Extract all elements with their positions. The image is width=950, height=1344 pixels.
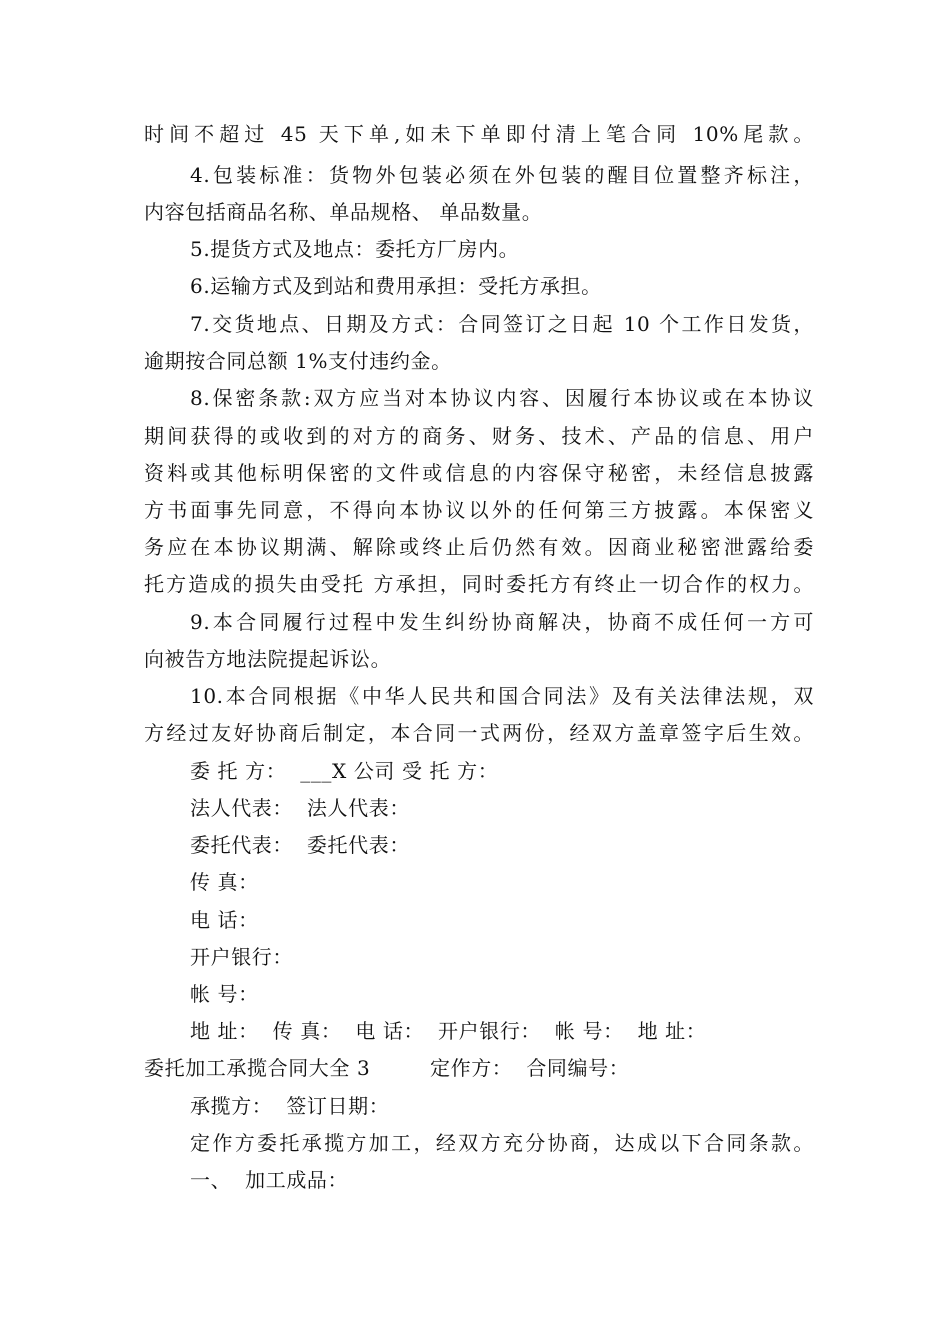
- signature-entrusting-party: 委 托 方： ___X 公司 受 托 方：: [190, 759, 499, 783]
- paragraph-line: 内容包括商品名称、单品规格、 单品数量。: [144, 200, 543, 224]
- paragraph-line: 逾期按合同总额 1%支付违约金。: [144, 349, 452, 373]
- clause-8-line: 8.保密条款:双方应当对本协议内容、因履行本协议或在本协议: [190, 386, 814, 410]
- paragraph-line: 方经过友好协商后制定，本合同一式两份，经双方盖章签字后生效。: [144, 721, 814, 745]
- clause-6-line: 6.运输方式及到站和费用承担：受托方承担。: [190, 274, 602, 298]
- section-heading: 一、 加工成品：: [190, 1168, 349, 1192]
- paragraph-line: 资料或其他标明保密的文件或信息的内容保守秘密，未经信息披露: [144, 461, 814, 485]
- clause-4-line: 4.包装标准：货物外包装必须在外包装的醒目位置整齐标注，: [190, 163, 814, 187]
- contract-header-line: 定作方： 合同编号：: [430, 1056, 630, 1080]
- signature-fax: 传 真：: [190, 870, 259, 894]
- clause-9-line: 9.本合同履行过程中发生纠纷协商解决，协商不成任何一方可: [190, 610, 814, 634]
- signature-bank: 开户银行：: [190, 945, 293, 969]
- signature-legal-rep: 法人代表： 法人代表：: [190, 796, 410, 820]
- clause-10-line: 10.本合同根据《中华人民共和国合同法》及有关法律法规，双: [190, 684, 814, 708]
- signature-account: 帐 号：: [190, 982, 259, 1006]
- section-heading: 委托加工承揽合同大全 3: [144, 1056, 371, 1080]
- paragraph-line: 定作方委托承揽方加工，经双方充分协商，达成以下合同条款。: [190, 1131, 814, 1155]
- contract-header-line: 承揽方： 签订日期：: [190, 1094, 390, 1118]
- paragraph-line: 时间不超过 45 天下单,如未下单即付清上笔合同 10%尾款。: [144, 122, 814, 146]
- paragraph-line: 托方造成的损失由受托 方承担，同时委托方有终止一切合作的权力。: [144, 572, 814, 596]
- signature-phone: 电 话：: [190, 908, 259, 932]
- clause-5-line: 5.提货方式及地点：委托方厂房内。: [190, 237, 520, 261]
- clause-7-line: 7.交货地点、日期及方式：合同签订之日起 10 个工作日发货，: [190, 312, 814, 336]
- paragraph-line: 务应在本协议期满、解除或终止后仍然有效。因商业秘密泄露给委: [144, 535, 814, 559]
- signature-contact-row: 地 址： 传 真： 电 话： 开户银行： 帐 号： 地 址：: [190, 1019, 707, 1043]
- paragraph-line: 向被告方地法院提起诉讼。: [144, 647, 392, 671]
- signature-agent-rep: 委托代表： 委托代表：: [190, 833, 410, 857]
- paragraph-line: 方书面事先同意，不得向本协议以外的任何第三方披露。本保密义: [144, 498, 814, 522]
- paragraph-line: 期间获得的或收到的对方的商务、财务、技术、产品的信息、用户: [144, 424, 814, 448]
